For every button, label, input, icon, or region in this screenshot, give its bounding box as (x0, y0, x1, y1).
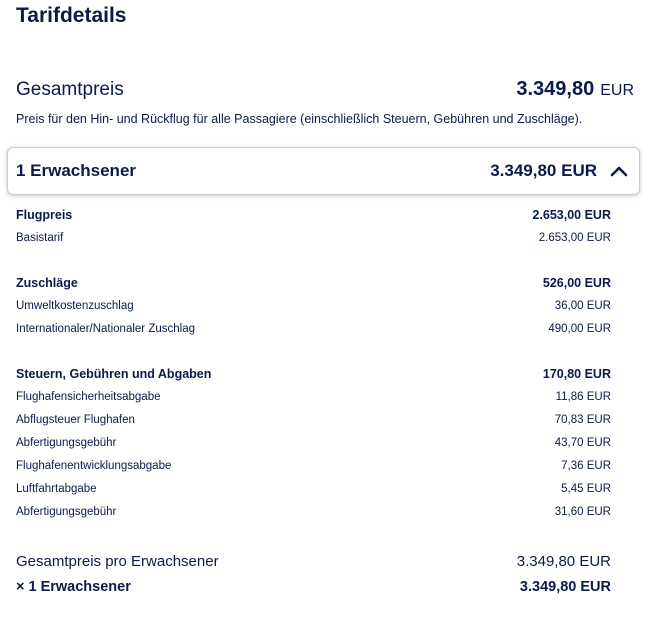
fare-breakdown (16, 203, 611, 523)
line-item-label: Umweltkostenzuschlag (16, 299, 134, 312)
section-amount: 2.653,00 EUR (532, 207, 611, 222)
line-item-amount: 7,36 EUR (561, 459, 611, 472)
section-header-flugpreis (16, 203, 611, 226)
section-amount: 526,00 EUR (542, 275, 611, 290)
line-item (16, 317, 611, 340)
line-item (16, 408, 611, 431)
line-item (16, 454, 611, 477)
line-item (16, 294, 611, 317)
total-price-amount: 3.349,80 (516, 78, 595, 100)
total-price-note: Preis für den Hin- und Rückflug für alle Passagiere (einschließlich Steuern, Gebühren und Zuschläge). (16, 112, 583, 126)
line-item-amount: 490,00 EUR (548, 322, 611, 335)
line-item (16, 477, 611, 500)
chevron-up-icon[interactable] (609, 164, 629, 178)
passenger-label: 1 Erwachsener (16, 161, 137, 180)
passenger-price-group (490, 161, 629, 181)
line-item-label: Abfertigungsgebühr (16, 436, 117, 449)
total-price-currency: EUR (600, 82, 634, 99)
line-item (16, 431, 611, 454)
section-title: Steuern, Gebühren und Abgaben (16, 366, 212, 381)
multiplier-amount: 3.349,80 EUR (519, 579, 611, 595)
line-item-amount: 31,60 EUR (554, 505, 611, 518)
line-item-amount: 43,70 EUR (554, 436, 611, 449)
line-item-label: Luftfahrtabgabe (16, 482, 97, 495)
section-title: Flugpreis (16, 207, 73, 222)
passenger-amount: 3.349,80 EUR (490, 161, 597, 180)
line-item (16, 226, 611, 249)
total-price-value (516, 78, 634, 101)
page-title: Tarifdetails (16, 4, 127, 27)
line-item-amount: 11,86 EUR (555, 390, 611, 403)
line-item-label: Internationaler/Nationaler Zuschlag (16, 322, 195, 335)
line-item-amount: 2.653,00 EUR (538, 231, 611, 244)
per-adult-amount: 3.349,80 EUR (516, 552, 611, 570)
total-price-row (16, 78, 634, 101)
section-header-zuschlaege (16, 271, 611, 294)
line-item-amount: 5,45 EUR (561, 482, 611, 495)
multiplier-label: × 1 Erwachsener (16, 579, 131, 595)
section-title: Zuschläge (16, 275, 78, 290)
line-item (16, 500, 611, 523)
per-adult-label: Gesamtpreis pro Erwachsener (16, 552, 219, 570)
line-item-label: Basistarif (16, 231, 64, 244)
line-item-amount: 70,83 EUR (554, 413, 611, 426)
section-header-steuern (16, 362, 611, 385)
line-item-label: Flughafenentwicklungsabgabe (16, 459, 172, 472)
per-adult-summary (16, 548, 611, 600)
multiplier-row (16, 574, 611, 600)
total-price-label: Gesamtpreis (16, 79, 124, 100)
line-item-amount: 36,00 EUR (554, 299, 611, 312)
line-item-label: Abfertigungsgebühr (16, 505, 117, 518)
section-amount: 170,80 EUR (542, 366, 611, 381)
passenger-accordion-header[interactable] (7, 147, 640, 195)
line-item-label: Flughafensicherheitsabgabe (16, 390, 161, 403)
line-item-label: Abflugsteuer Flughafen (16, 413, 135, 426)
line-item (16, 385, 611, 408)
per-adult-row (16, 548, 611, 574)
